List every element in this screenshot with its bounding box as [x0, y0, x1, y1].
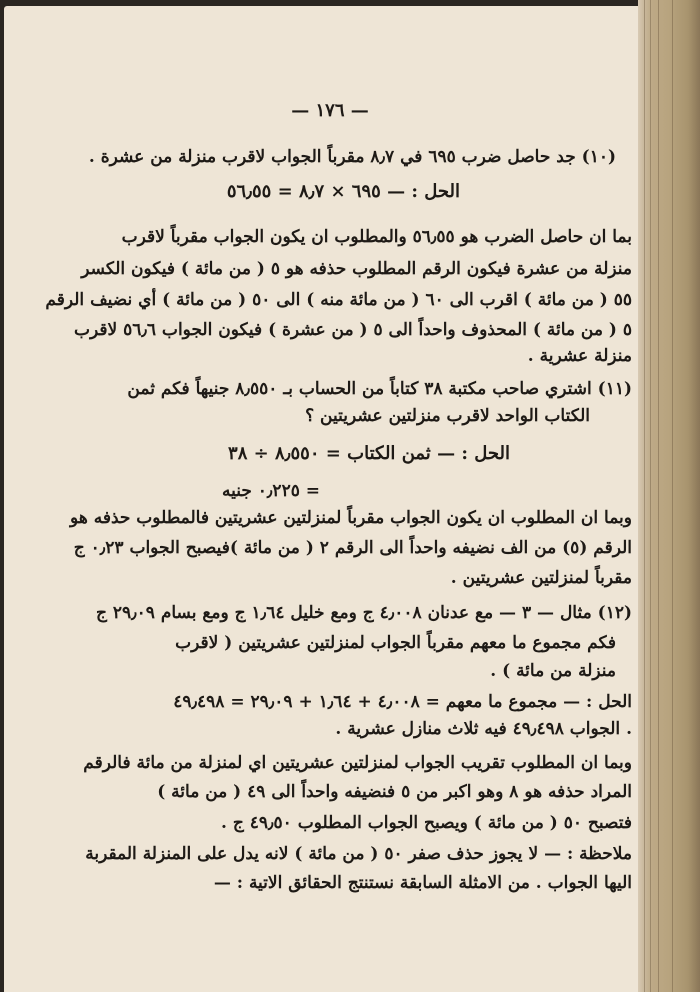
text-line: منزلة عشرية . — [527, 346, 632, 366]
text-line: الحل : — ٦٩٥ × ٨٫٧ = ٥٦٫٥٥ — [226, 181, 460, 202]
text-line: فتصبح ٥٠ ( من مائة ) ويصبح الجواب المطلوب ٤٩٫٥٠ ج . — [221, 813, 632, 833]
text-line: المراد حذفه هو ٨ وهو اكبر من ٥ فنضيفه واحداً الى ٤٩ ( من مائة ) — [157, 782, 632, 802]
text-line: وبما ان المطلوب ان يكون الجواب مقرباً لمنزلتين عشريتين فالمطلوب حذفه هو — [70, 508, 632, 528]
text-line: = ٠٫٢٢٥ جنيه — [221, 481, 320, 501]
text-line: (١١) اشتري صاحب مكتبة ٣٨ كتاباً من الحساب بـ ٨٫٥٥٠ جنيهاً فكم ثمن — [127, 379, 632, 399]
text-line: بما ان حاصل الضرب هو ٥٦٫٥٥ والمطلوب ان يكون الجواب مقرباً لاقرب — [121, 227, 632, 247]
text-line: . الجواب ٤٩٫٤٩٨ فيه ثلاث منازل عشرية . — [335, 719, 632, 739]
text-line: وبما ان المطلوب تقريب الجواب لمنزلتين عشريتين اي لمنزلة من مائة فالرقم — [83, 753, 632, 773]
text-line: الحل : — مجموع ما معهم = ٤٫٠٠٨ + ١٫٦٤ + ٢٩٫٠٩ = ٤٩٫٤٩٨ — [173, 692, 632, 712]
text-line: ٥ ( من مائة ) المحذوف واحداً الى ٥ ( من عشرة ) فيكون الجواب ٥٦٫٦ لاقرب — [73, 320, 632, 340]
page-number: — ١٧٦ — — [291, 100, 369, 121]
text-line: (١٢) مثال — ٣ — مع عدنان ٤٫٠٠٨ ج ومع خليل ١٫٦٤ ج ومع بسام ٢٩٫٠٩ ج — [95, 603, 632, 623]
text-line: ملاحظة : — لا يجوز حذف صفر ٥٠ ( من مائة ) لانه يدل على المنزلة المقربة — [85, 844, 632, 864]
text-line: اليها الجواب . من الامثلة السابقة نستنتج الحقائق الاتية : — — [213, 873, 632, 893]
text-line: منزلة من عشرة فيكون الرقم المطلوب حذفه هو ٥ ( من مائة ) فيكون الكسر — [81, 259, 632, 279]
text-line: الرقم (٥) من الف نضيفه واحداً الى الرقم ٢ ( من مائة )فيصبح الجواب ٠٫٢٣ ج — [73, 538, 632, 558]
text-line: ٥٥ ( من مائة ) اقرب الى ٦٠ ( من مائة منه ) الى ٥٠ ( من مائة ) أي نضيف الرقم — [45, 290, 632, 310]
text-line: الكتاب الواحد لاقرب منزلتين عشريتين ؟ — [305, 406, 590, 426]
text-line: الحل : — ثمن الكتاب = ٨٫٥٥٠ ÷ ٣٨ — [228, 443, 510, 464]
text-line: (١٠) جد حاصل ضرب ٦٩٥ في ٨٫٧ مقرباً الجواب لاقرب منزلة من عشرة . — [88, 147, 616, 167]
text-line: فكم مجموع ما معهم مقرباً الجواب لمنزلتين عشريتين ( لاقرب — [175, 633, 616, 653]
page-edges — [638, 0, 700, 992]
text-line: منزلة من مائة ) . — [490, 661, 616, 681]
text-line: مقرباً لمنزلتين عشريتين . — [450, 568, 632, 588]
